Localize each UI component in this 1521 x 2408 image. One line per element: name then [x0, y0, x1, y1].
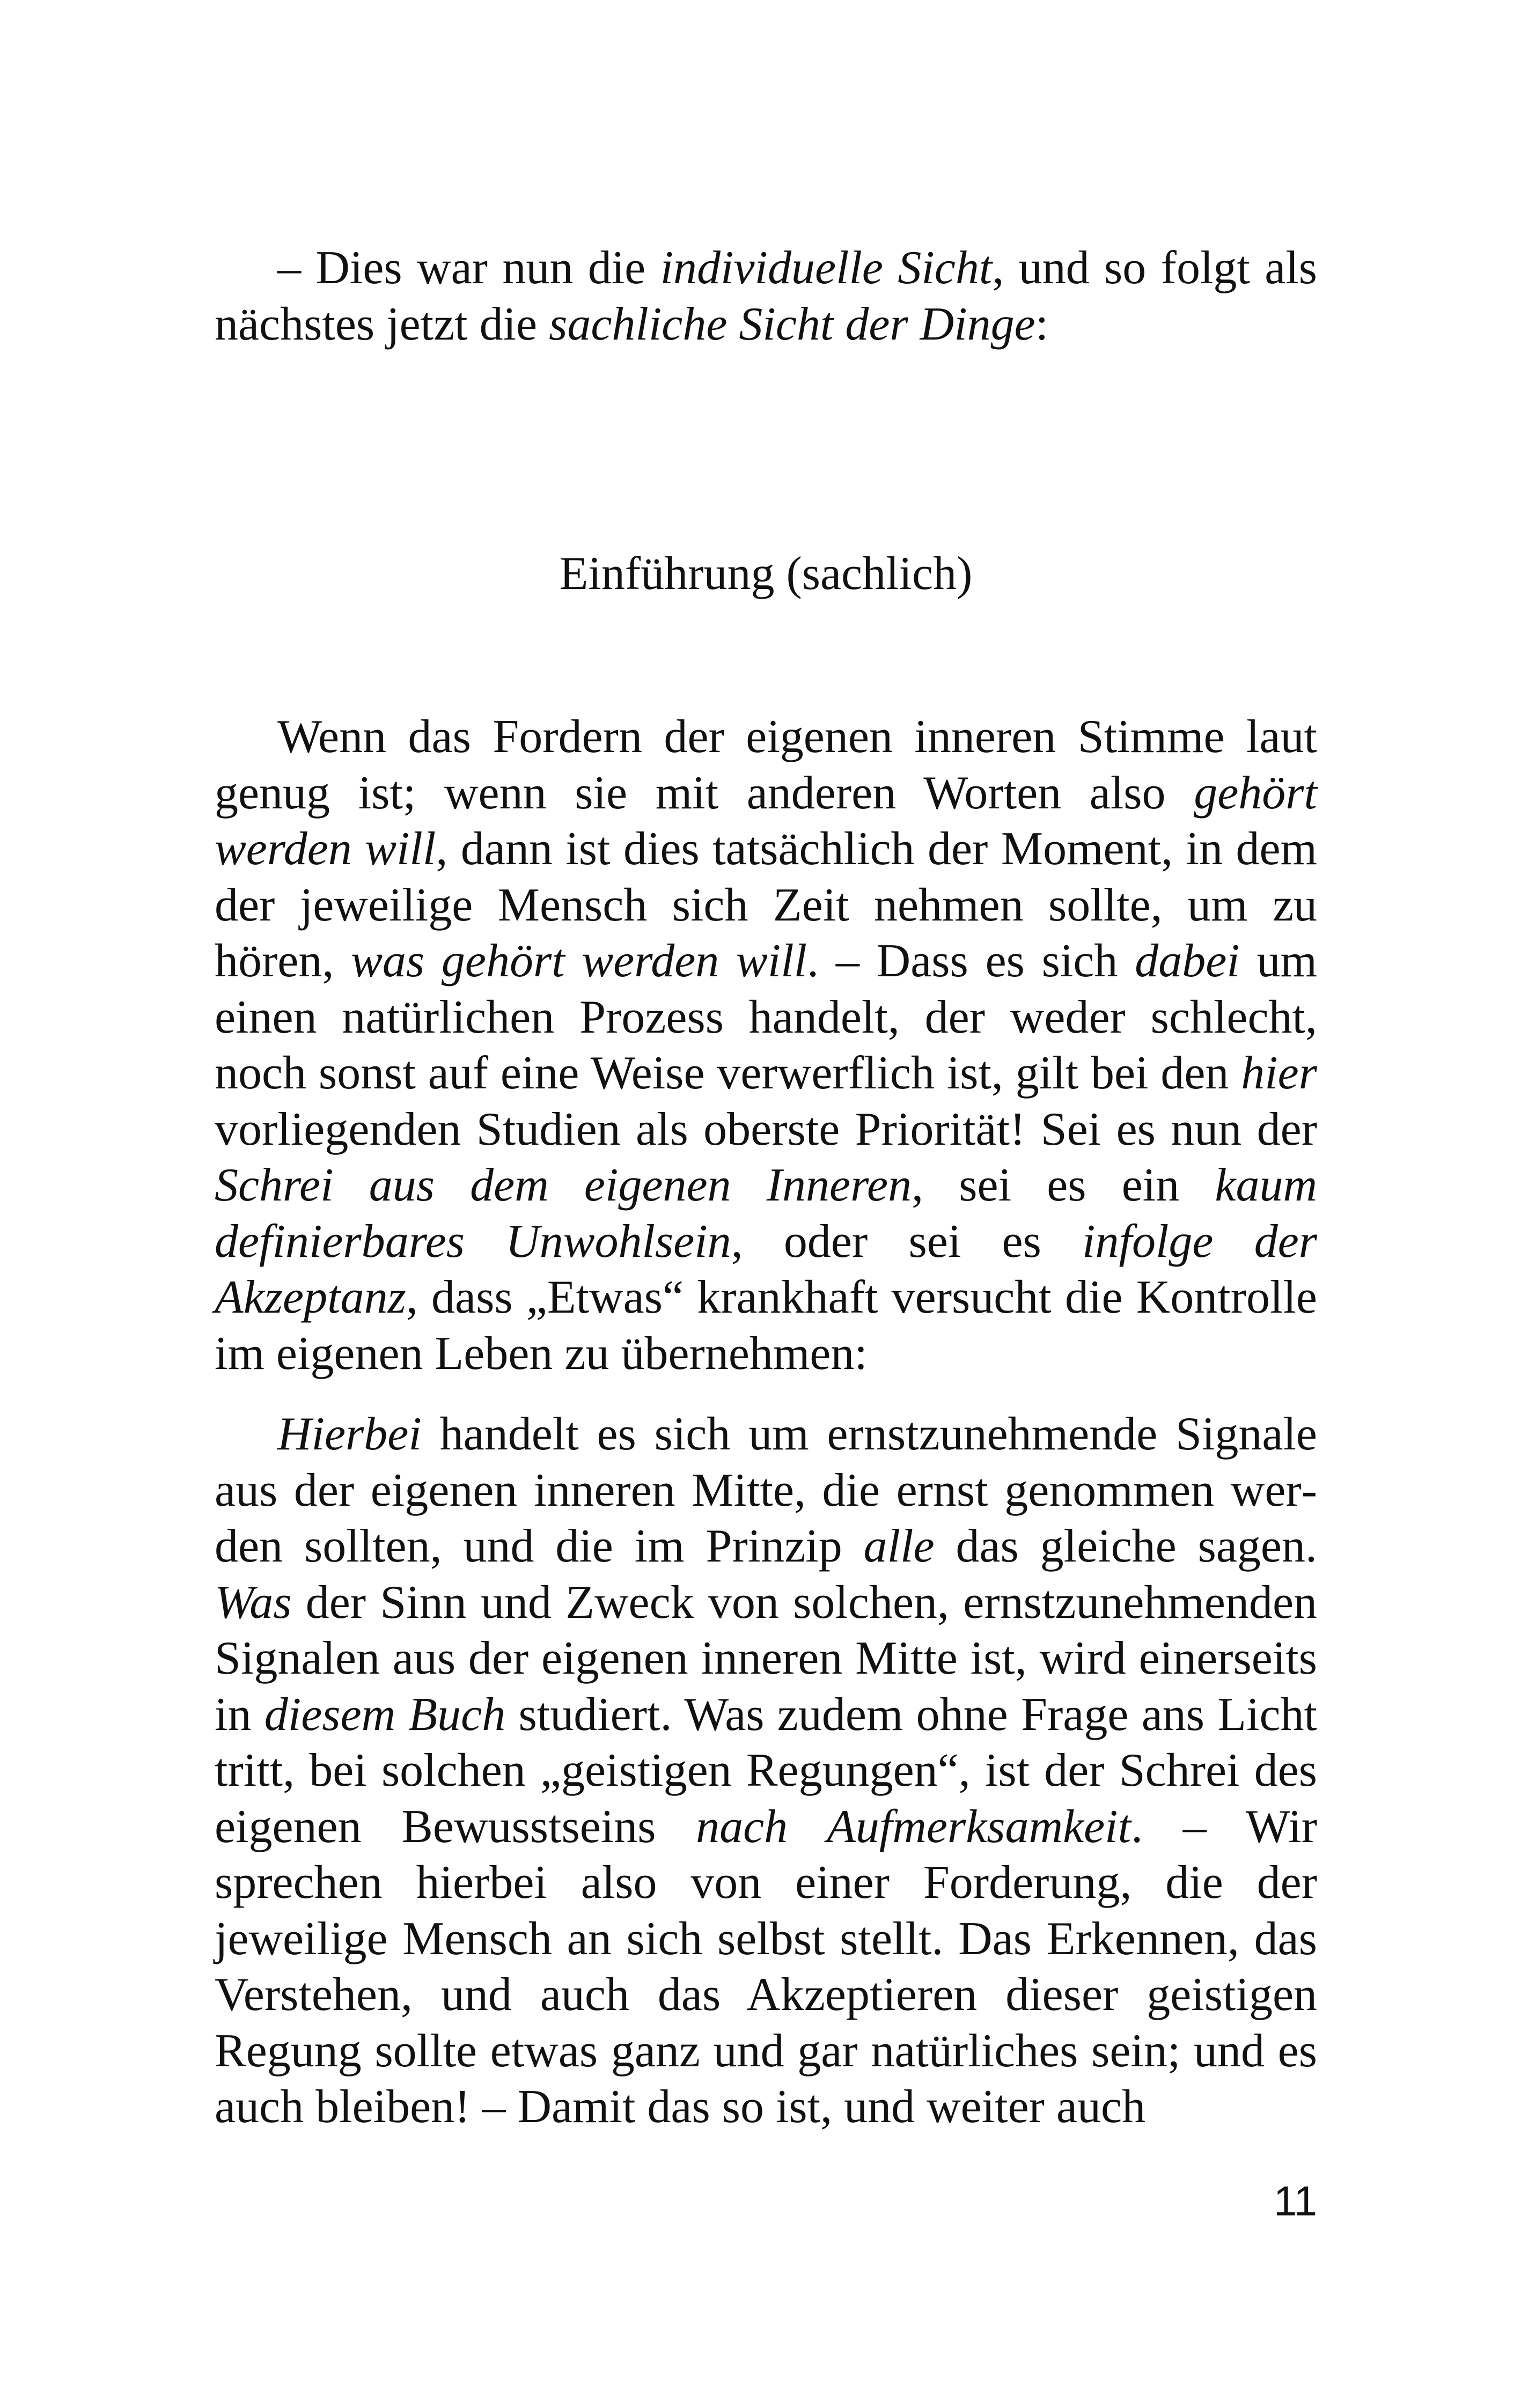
body-paragraph-1 [215, 709, 1317, 1382]
italic-text-run: Schrei aus dem eigenen Inneren [215, 1159, 912, 1211]
italic-text-run: kaum definierbares Unwohlsein [215, 1159, 1317, 1268]
text-run: um einen natürlichen Prozess handelt, der weder schlecht, noch sonst auf eine Weise verwerflich ist, gilt bei den [215, 935, 1317, 1099]
text-run: , und so folgt als nächstes jetzt die [215, 242, 1317, 350]
text-run: das gleiche sagen. [934, 1520, 1317, 1572]
italic-text-run: infolge der Akzeptanz [215, 1215, 1317, 1323]
page-number: 11 [1274, 2177, 1317, 2225]
italic-text-run: hier [1241, 1047, 1317, 1099]
text-run: , sei es ein [912, 1159, 1215, 1211]
section-heading: Einführung (sachlich) [559, 548, 973, 600]
italic-text-run: Hierbei [277, 1408, 422, 1460]
text-run: Wenn das Fordern der eigenen inneren Stimme laut genug ist; wenn sie mit anderen Worten also [215, 711, 1317, 819]
italic-text-run: sachliche Sicht der Dinge [549, 298, 1035, 350]
italic-text-run: diesem Buch [264, 1688, 506, 1741]
italic-text-run: dabei [1135, 935, 1240, 987]
italic-text-run: was gehört werden will [351, 935, 807, 987]
body-paragraph-2 [215, 1406, 1317, 2135]
text-run: , dass „Etwas“ krankhaft versucht die Kontrolle im eigenen Leben zu übernehmen: [215, 1271, 1317, 1380]
text-run: . – Wir sprechen hierbei also von einer Forderung, die der jeweilige Mensch an sich selbst stellt. Das Erkennen, das Verstehen, und auch das Akzeptieren dieser geistigen Regung sollte etwas ganz und gar natürliches sein; und es auch bleiben! – Damit das so ist, und weiter auch [215, 1800, 1317, 2133]
text-run: – Dies war nun die [277, 242, 660, 294]
intro-paragraph [215, 240, 1317, 352]
text-run: vorliegenden Studien als oberste Priorität! Sei es nun der [215, 1103, 1317, 1155]
italic-text-run: Was [215, 1576, 292, 1629]
text-run: , dann ist dies tatsächlich der Moment, in dem der jeweilige Mensch sich Zeit nehmen sollte, um zu hören, [215, 823, 1317, 987]
text-run: studiert. Was zudem ohne Frage ans Licht tritt, bei solchen „geistigen Regungen“, ist der Schrei des eigenen Bewusstseins [215, 1688, 1317, 1853]
italic-text-run: alle [863, 1520, 935, 1572]
text-run: , oder sei es [731, 1215, 1083, 1268]
italic-text-run: individuelle Sicht [660, 242, 993, 294]
text-run: : [1035, 298, 1049, 350]
italic-text-run: nach Aufmerksamkeit [696, 1800, 1131, 1853]
book-page [215, 0, 1317, 2408]
text-run: . – Dass es sich [807, 935, 1135, 987]
text-run: der Sinn und Zweck von solchen, ernstzunehmenden Signalen aus der eigenen inneren Mitte ist, wird einerseits in [215, 1576, 1317, 1741]
text-run: handelt es sich um ernstzunehmende Signale aus der eigenen inneren Mitte, die ernst genommen werden sollten, und die im Prinzip [215, 1408, 1317, 1572]
italic-text-run: gehört werden will [215, 767, 1317, 875]
